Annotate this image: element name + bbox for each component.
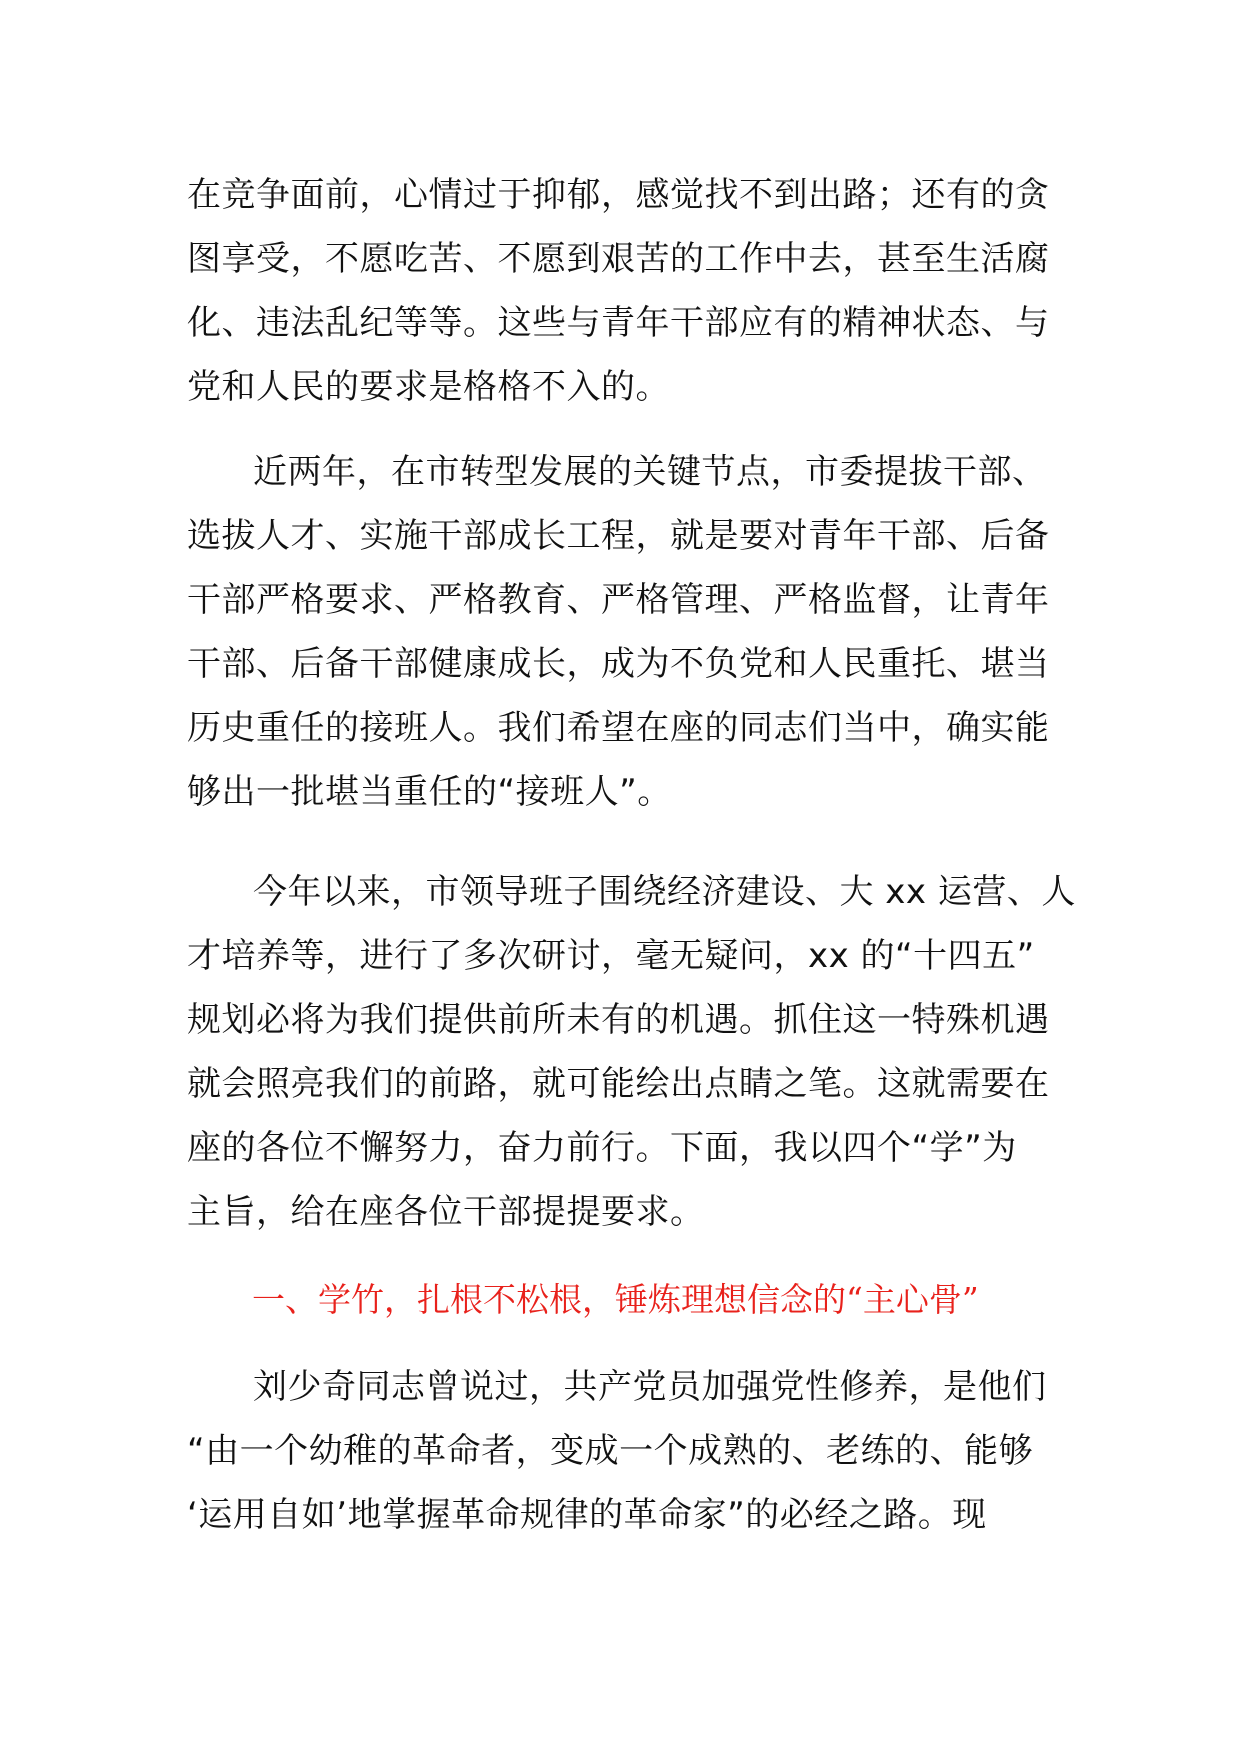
paragraph-line: “由一个幼稚的革命者，变成一个成熟的、老练的、能够	[187, 1431, 1034, 1471]
paragraph-2	[187, 440, 1053, 824]
paragraph-line: 历史重任的接班人。我们希望在座的同志们当中，确实能	[187, 708, 1050, 748]
paragraph-1	[187, 163, 1053, 419]
paragraph-3	[187, 860, 1076, 1244]
paragraph-line: 党和人民的要求是格格不入的。	[187, 367, 670, 407]
paragraph-line: 才培养等，进行了多次研讨，毫无疑问，xx 的“十四五”	[187, 936, 1035, 976]
paragraph-line: 选拔人才、实施干部成长工程，就是要对青年干部、后备	[187, 516, 1050, 556]
paragraph-line: 今年以来，市领导班子围绕经济建设、大 xx 运营、人	[253, 872, 1076, 912]
paragraph-line: 图享受，不愿吃苦、不愿到艰苦的工作中去，甚至生活腐	[187, 239, 1050, 279]
paragraph-line: 刘少奇同志曾说过，共产党员加强党性修养，是他们	[253, 1367, 1047, 1407]
paragraph-line: 化、违法乱纪等等。这些与青年干部应有的精神状态、与	[187, 303, 1050, 343]
paragraph-line: ‘运用自如’地掌握革命规律的革命家”的必经之路。现	[187, 1495, 987, 1535]
paragraph-line: 座的各位不懈努力，奋力前行。下面，我以四个“学”为	[187, 1128, 1017, 1168]
paragraph-line: 干部、后备干部健康成长，成为不负党和人民重托、堪当	[187, 644, 1050, 684]
paragraph-line: 在竞争面前，心情过于抑郁，感觉找不到出路；还有的贪	[187, 175, 1050, 215]
paragraph-line: 规划必将为我们提供前所未有的机遇。抓住这一特殊机遇	[187, 1000, 1050, 1040]
paragraph-line: 主旨，给在座各位干部提提要求。	[187, 1192, 705, 1232]
paragraph-4	[187, 1355, 1053, 1547]
paragraph-line: 干部严格要求、严格教育、严格管理、严格监督，让青年	[187, 580, 1050, 620]
paragraph-line: 近两年，在市转型发展的关键节点，市委提拔干部、	[253, 452, 1047, 492]
paragraph-line: 就会照亮我们的前路，就可能绘出点睛之笔。这就需要在	[187, 1064, 1050, 1104]
paragraph-line: 够出一批堪当重任的“接班人”。	[187, 772, 672, 812]
section-heading: 一、学竹，扎根不松根，锤炼理想信念的“主心骨”	[252, 1280, 979, 1319]
